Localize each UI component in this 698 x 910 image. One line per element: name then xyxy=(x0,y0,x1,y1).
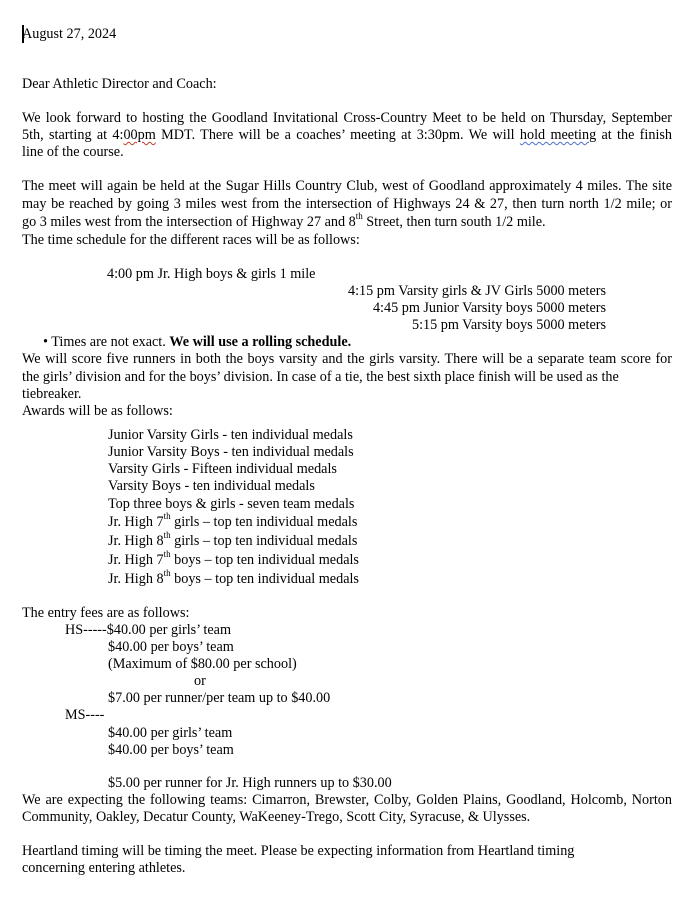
award-item xyxy=(108,549,359,569)
award-item xyxy=(108,568,359,588)
ordinal-suffix: th xyxy=(163,530,171,541)
bullet-text: Times are not exact. xyxy=(51,334,170,350)
intro-line-1: We look forward to hosting the Goodland Invitational Cross-Country Meet to be held on Thursday, September xyxy=(22,110,672,126)
award-item xyxy=(108,511,358,531)
ordinal-suffix: th xyxy=(163,549,171,560)
award-text: girls – top ten individual medals xyxy=(170,533,358,549)
salutation: Dear Athletic Director and Coach: xyxy=(22,76,217,92)
award-item: Junior Varsity Girls - ten individual medals xyxy=(108,427,353,443)
awards-heading: Awards will be as follows: xyxy=(22,403,173,419)
fee-item: $40.00 per girls’ team xyxy=(108,725,233,741)
scoring-line-1: We will score five runners in both the boys varsity and the girls varsity. There will be a separate team score for xyxy=(22,351,672,367)
timing-line-1: Heartland timing will be timing the meet. Please be expecting information from Heartland timing xyxy=(22,843,575,859)
schedule-item: 4:45 pm Junior Varsity boys 5000 meters xyxy=(372,300,606,316)
award-item: Varsity Boys - ten individual medals xyxy=(108,478,315,494)
intro-text: at the finish xyxy=(596,127,673,143)
location-text: Street, then turn south 1/2 mile. xyxy=(362,214,546,230)
teams-line-2: Community, Oakley, Decatur County, WaKeeney-Trego, Scott City, Syracuse, & Ulysses. xyxy=(22,809,531,825)
location-line-1: The meet will again be held at the Sugar Hills Country Club, west of Goodland approximately 4 miles. The site xyxy=(22,178,672,194)
fee-ms-label: MS---- xyxy=(65,707,105,723)
ordinal-suffix: th xyxy=(163,568,171,579)
bullet-icon: • xyxy=(43,334,48,350)
scoring-line-3: tiebreaker. xyxy=(22,386,82,402)
fee-item: HS-----$40.00 per girls’ team xyxy=(65,622,231,638)
fee-or: or xyxy=(194,673,206,689)
fee-item: $40.00 per boys’ team xyxy=(108,639,234,655)
ordinal-suffix: th xyxy=(355,211,363,222)
award-text: Jr. High 8 xyxy=(108,533,164,549)
intro-text: MDT. There will be a coaches’ meeting at 3:30pm. We will xyxy=(155,127,520,143)
grammar-flag: hold meeting xyxy=(519,127,597,143)
scoring-line-2: the girls’ division and for the boys’ division. In case of a tie, the best sixth place finish will be used as the xyxy=(22,369,619,385)
intro-line-2 xyxy=(22,127,672,144)
award-text: boys – top ten individual medals xyxy=(170,552,359,568)
award-text: Jr. High 7 xyxy=(108,514,164,530)
award-text: Jr. High 7 xyxy=(108,552,164,568)
schedule-item: 5:15 pm Varsity boys 5000 meters xyxy=(411,317,606,333)
bullet-note xyxy=(43,334,351,351)
schedule-item: 4:15 pm Varsity girls & JV Girls 5000 meters xyxy=(348,283,606,299)
award-item: Varsity Girls - Fifteen individual medals xyxy=(108,461,337,477)
fee-item: $5.00 per runner for Jr. High runners up to $30.00 xyxy=(108,775,392,791)
award-text: Jr. High 8 xyxy=(108,571,164,587)
ordinal-suffix: th xyxy=(163,511,171,522)
fees-heading: The entry fees are as follows: xyxy=(22,605,190,621)
fee-item: (Maximum of $80.00 per school) xyxy=(108,656,297,672)
location-line-3 xyxy=(22,211,546,231)
intro-line-3: line of the course. xyxy=(22,144,124,160)
spelling-flag: 00pm xyxy=(123,127,156,143)
award-item xyxy=(108,530,358,550)
date: August 27, 2024 xyxy=(22,26,117,42)
timing-line-2: concerning entering athletes. xyxy=(22,860,186,876)
award-item: Top three boys & girls - seven team medals xyxy=(108,496,355,512)
schedule-item: 4:00 pm Jr. High boys & girls 1 mile xyxy=(107,266,316,282)
location-line-2: may be reached by going 3 miles west from the intersection of Highways 24 & 27, then turn north 1/2 mile; or xyxy=(22,196,672,212)
award-text: girls – top ten individual medals xyxy=(170,514,358,530)
award-item: Junior Varsity Boys - ten individual medals xyxy=(108,444,354,460)
award-text: boys – top ten individual medals xyxy=(170,571,359,587)
intro-text: 5th, starting at 4: xyxy=(22,127,124,143)
location-line-4: The time schedule for the different races will be as follows: xyxy=(22,232,360,248)
fee-item: $7.00 per runner/per team up to $40.00 xyxy=(108,690,331,706)
teams-line-1: We are expecting the following teams: Cimarron, Brewster, Colby, Golden Plains, Goodland, Holcomb, Norton xyxy=(22,792,672,808)
location-text: go 3 miles west from the intersection of Highway 27 and 8 xyxy=(22,214,356,230)
fee-item: $40.00 per boys’ team xyxy=(108,742,234,758)
bullet-bold-text: We will use a rolling schedule. xyxy=(169,334,352,350)
